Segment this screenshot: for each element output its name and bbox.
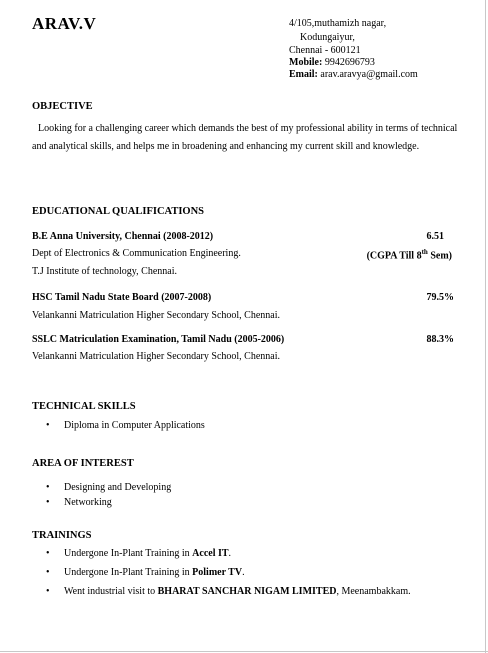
objective-heading: OBJECTIVE xyxy=(32,101,93,112)
be-dept: Dept of Electronics & Communication Engineering. xyxy=(32,248,241,259)
email-label: Email: xyxy=(289,69,318,80)
technical-heading: TECHNICAL SKILLS xyxy=(32,401,136,412)
objective-text xyxy=(32,120,460,156)
training-2-bold: Polimer TV xyxy=(192,567,243,578)
be-title: B.E Anna University, Chennai (2008-2012) xyxy=(32,231,214,242)
education-heading: EDUCATIONAL QUALIFICATIONS xyxy=(32,206,205,217)
training-2-end: . xyxy=(242,567,245,578)
cgpa-suffix: Sem) xyxy=(427,250,452,262)
candidate-name: ARAV.V xyxy=(32,14,97,33)
address-line-2: Kodungaiyur, xyxy=(300,32,355,43)
technical-item xyxy=(48,420,205,431)
cgpa-sup: th xyxy=(421,248,428,256)
training-1-bold: Accel IT xyxy=(192,548,229,559)
hsc-school: Velankanni Matriculation Higher Secondary School, Chennai. xyxy=(32,310,280,321)
trainings-heading: TRAININGS xyxy=(32,530,92,541)
address-line-1: 4/105,muthamizh nagar, xyxy=(289,18,387,29)
page-edge-right xyxy=(485,0,486,653)
interest-item xyxy=(48,497,112,508)
interest-heading: AREA OF INTEREST xyxy=(32,458,134,469)
hsc-score: 79.5% xyxy=(426,292,454,303)
training-1-text: Undergone In-Plant Training in xyxy=(64,548,193,559)
be-cgpa xyxy=(367,248,452,261)
objective-text-content: Looking for a challenging career which demands the best of my professional ability in terms of technical and analytical skills, and helps me in broadening and enhancing my current skill and knowledge. xyxy=(32,123,458,152)
be-institute: T.J Institute of technology, Chennai. xyxy=(32,266,177,277)
sslc-score: 88.3% xyxy=(426,334,454,345)
training-3-bold: BHARAT SANCHAR NIGAM LIMITED xyxy=(157,586,337,597)
training-item xyxy=(48,548,231,559)
technical-item-text: Diploma in Computer Applications xyxy=(64,420,205,431)
sslc-school: Velankanni Matriculation Higher Secondary School, Chennai. xyxy=(32,351,280,362)
email-value: arav.aravya@gmail.com xyxy=(320,69,418,80)
mobile-label: Mobile: xyxy=(289,57,323,68)
interest-item xyxy=(48,482,171,493)
mobile-value: 9942696793 xyxy=(324,57,375,68)
training-3-end: , Meenambakkam. xyxy=(336,586,411,597)
interest-item-2-text: Networking xyxy=(64,497,112,508)
email-line xyxy=(289,69,418,81)
mobile-line xyxy=(289,57,375,69)
address-line-3: Chennai - 600121 xyxy=(289,45,361,56)
training-item xyxy=(48,567,245,578)
page-edge-bottom xyxy=(0,651,488,652)
training-1-end: . xyxy=(228,548,232,559)
interest-item-1-text: Designing and Developing xyxy=(64,482,172,493)
sslc-title: SSLC Matriculation Examination, Tamil Nadu (2005-2006) xyxy=(32,334,285,345)
training-2-text: Undergone In-Plant Training in xyxy=(64,567,193,578)
hsc-title: HSC Tamil Nadu State Board (2007-2008) xyxy=(32,292,212,303)
cgpa-prefix: (CGPA Till 8 xyxy=(366,250,422,262)
training-item xyxy=(48,586,411,597)
training-3-text: Went industrial visit to xyxy=(64,586,158,597)
be-score: 6.51 xyxy=(426,231,444,242)
